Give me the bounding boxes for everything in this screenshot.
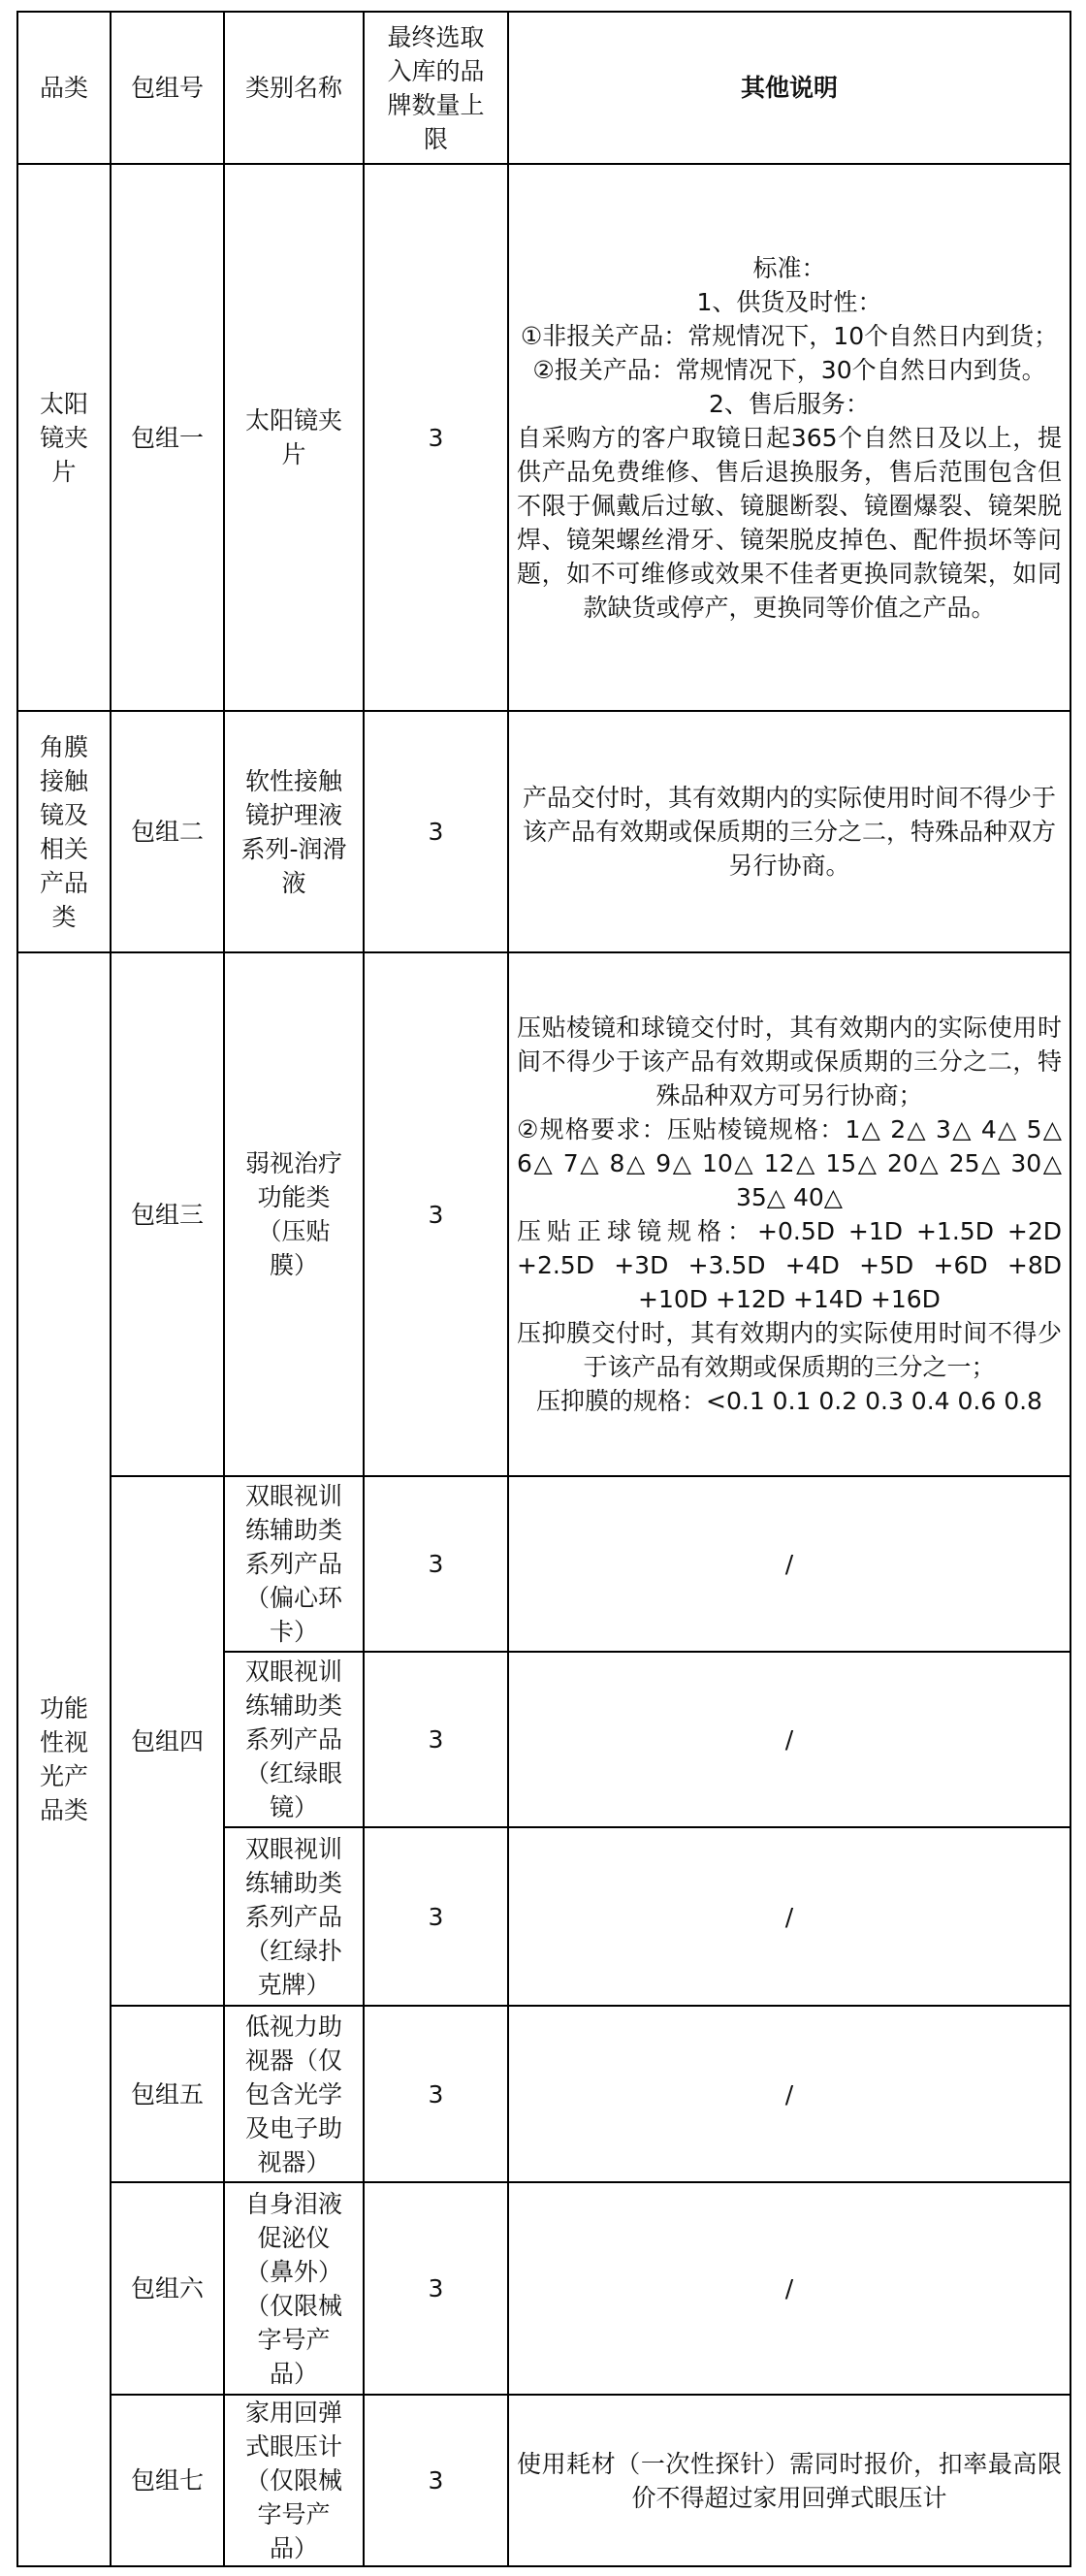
header-class-name: 类别名称 bbox=[224, 12, 364, 164]
category-cell: 角膜接触镜及相关产品类 bbox=[17, 711, 111, 952]
limit-cell: 3 bbox=[364, 1476, 508, 1652]
package-cell: 包组一 bbox=[111, 164, 224, 711]
limit-cell: 3 bbox=[364, 1827, 508, 2006]
notes-line: 自采购方的客户取镜日起365个自然日及以上，提供产品免费维修、售后退换服务，售后范围包含但不限于佩戴后过敏、镜腿断裂、镜圈爆裂、镜架脱焊、镜架螺丝滑牙、镜架脱皮掉色、配件损坏等问题，如不可维修或效果不佳者更换同款镜架，如同款缺货或停产，更换同等价值之产品。 bbox=[517, 423, 1062, 622]
limit-cell: 3 bbox=[364, 2395, 508, 2566]
package-cell: 包组七 bbox=[111, 2395, 224, 2566]
notes-line: ②报关产品：常规情况下，30个自然日内到货。 bbox=[532, 355, 1046, 384]
limit-cell: 3 bbox=[364, 164, 508, 711]
table-row bbox=[17, 2395, 1070, 2566]
package-cell: 包组二 bbox=[111, 711, 224, 952]
notes-line: 使用耗材（一次性探针）需同时报价，扣率最高限价不得超过家用回弹式眼压计 bbox=[517, 2449, 1062, 2512]
notes-line: 压贴棱镜和球镜交付时，其有效期内的实际使用时间不得少于该产品有效期或保质期的三分之二，特殊品种双方可另行协商； bbox=[517, 1014, 1062, 1110]
package-cell: 包组五 bbox=[111, 2006, 224, 2182]
notes-cell bbox=[508, 164, 1070, 711]
category-cell: 功能性视光产品类 bbox=[17, 952, 111, 2566]
notes-line: 压贴正球镜规格：+0.5D +1D +1.5D +2D +2.5D +3D +3.5D +4D +5D +6D +8D +10D +12D +14D +16D bbox=[517, 1217, 1062, 1313]
header-category: 品类 bbox=[17, 12, 111, 164]
table-row bbox=[17, 711, 1070, 952]
notes-cell: / bbox=[508, 1476, 1070, 1652]
header-notes: 其他说明 bbox=[508, 12, 1070, 164]
package-cell: 包组六 bbox=[111, 2182, 224, 2395]
notes-cell: / bbox=[508, 2182, 1070, 2395]
notes-line: ①非报关产品：常规情况下，10个自然日内到货； bbox=[520, 321, 1059, 350]
notes-cell bbox=[508, 952, 1070, 1476]
table-row bbox=[17, 2182, 1070, 2395]
limit-cell: 3 bbox=[364, 2006, 508, 2182]
notes-cell: / bbox=[508, 1827, 1070, 2006]
header-row bbox=[17, 12, 1070, 164]
class-name-cell: 太阳镜夹片 bbox=[224, 164, 364, 711]
header-package-no: 包组号 bbox=[111, 12, 224, 164]
notes-line: 2、售后服务： bbox=[709, 389, 870, 418]
class-name-cell: 家用回弹式眼压计（仅限械字号产品） bbox=[224, 2395, 364, 2566]
notes-cell: / bbox=[508, 2006, 1070, 2182]
notes-line: 标准： bbox=[752, 253, 826, 282]
table-row bbox=[17, 952, 1070, 1476]
notes-cell: / bbox=[508, 1652, 1070, 1827]
class-name-cell: 双眼视训练辅助类系列产品（红绿眼镜） bbox=[224, 1652, 364, 1827]
class-name-cell: 弱视治疗功能类（压贴膜） bbox=[224, 952, 364, 1476]
class-name-cell: 低视力助视器（仅包含光学及电子助视器） bbox=[224, 2006, 364, 2182]
product-catalog-table bbox=[16, 11, 1071, 2567]
table-row bbox=[17, 164, 1070, 711]
limit-cell: 3 bbox=[364, 952, 508, 1476]
notes-line: 1、供货及时性： bbox=[696, 287, 882, 316]
notes-line: ②规格要求：压贴棱镜规格：1△ 2△ 3△ 4△ 5△ 6△ 7△ 8△ 9△ 10△ 12△ 15△ 20△ 25△ 30△ 35△ 40△ bbox=[517, 1115, 1062, 1211]
notes-cell bbox=[508, 2395, 1070, 2566]
category-cell: 太阳镜夹片 bbox=[17, 164, 111, 711]
class-name-cell: 双眼视训练辅助类系列产品（红绿扑克牌） bbox=[224, 1827, 364, 2006]
notes-line: 压抑膜的规格：<0.1 0.1 0.2 0.3 0.4 0.6 0.8 bbox=[536, 1387, 1042, 1415]
notes-cell bbox=[508, 711, 1070, 952]
limit-cell: 3 bbox=[364, 711, 508, 952]
limit-cell: 3 bbox=[364, 1652, 508, 1827]
class-name-cell: 双眼视训练辅助类系列产品（偏心环卡） bbox=[224, 1476, 364, 1652]
package-cell: 包组四 bbox=[111, 1476, 224, 2006]
notes-line: 产品交付时，其有效期内的实际使用时间不得少于该产品有效期或保质期的三分之二，特殊品种双方另行协商。 bbox=[522, 784, 1056, 880]
class-name-cell: 自身泪液促泌仪（鼻外）（仅限械字号产品） bbox=[224, 2182, 364, 2395]
class-name-cell: 软性接触镜护理液系列-润滑液 bbox=[224, 711, 364, 952]
package-cell: 包组三 bbox=[111, 952, 224, 1476]
header-brand-limit: 最终选取入库的品牌数量上限 bbox=[364, 12, 508, 164]
limit-cell: 3 bbox=[364, 2182, 508, 2395]
table-row bbox=[17, 1476, 1070, 1652]
table-row bbox=[17, 2006, 1070, 2182]
notes-line: 压抑膜交付时，其有效期内的实际使用时间不得少于该产品有效期或保质期的三分之一； bbox=[517, 1319, 1062, 1381]
